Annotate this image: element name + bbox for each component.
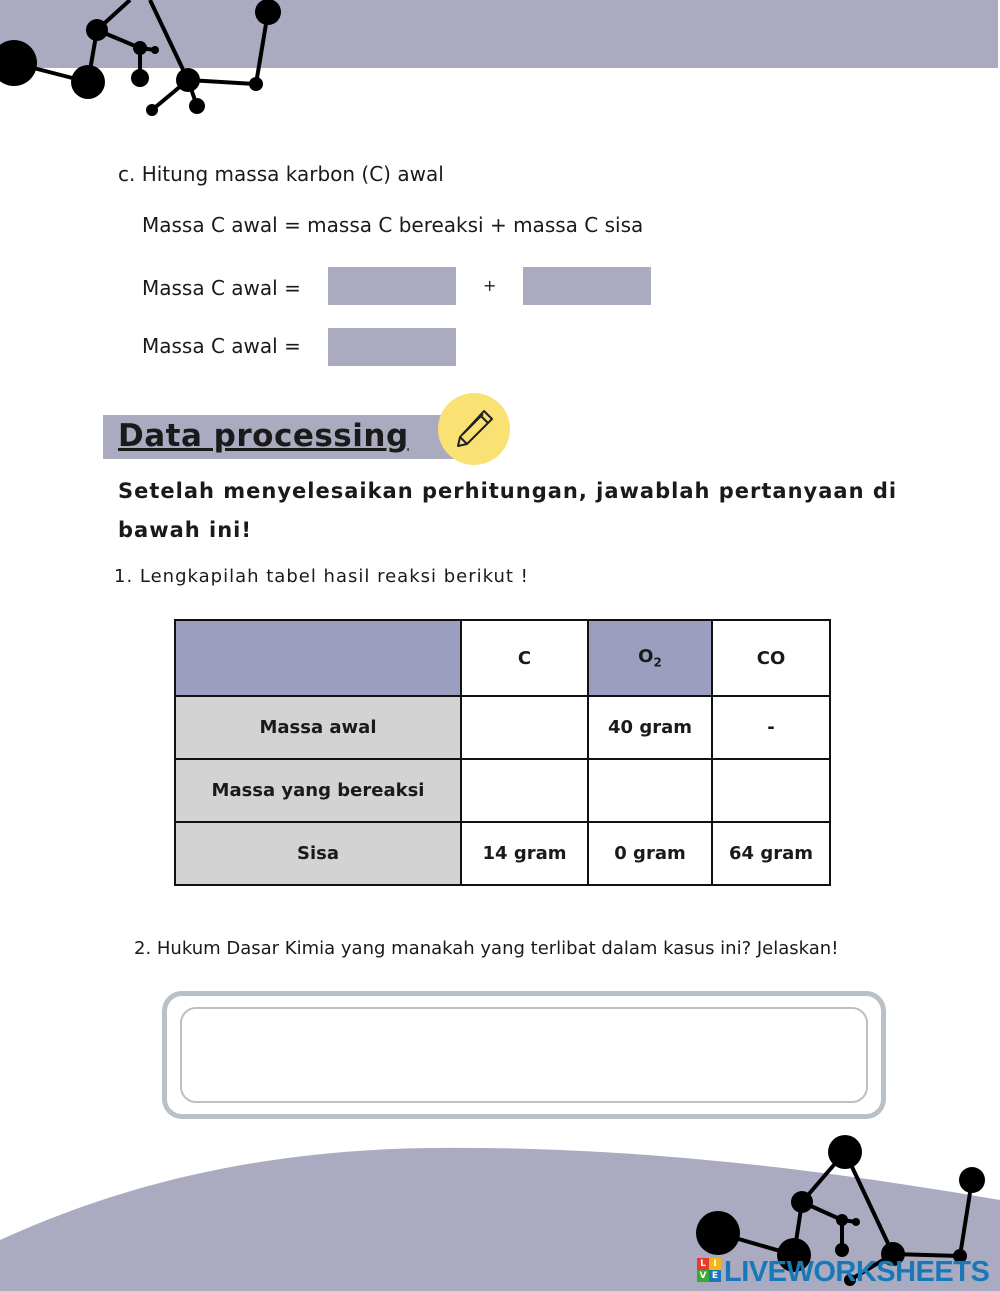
massa-c-awal-input[interactable] bbox=[328, 328, 456, 366]
cell-massa-awal-c[interactable] bbox=[461, 696, 588, 759]
cell-massa-awal-co: - bbox=[712, 696, 830, 759]
row-label-massa-bereaksi: Massa yang bereaksi bbox=[175, 759, 461, 822]
cell-sisa-co: 64 gram bbox=[712, 822, 830, 885]
cell-massa-awal-o2: 40 gram bbox=[588, 696, 712, 759]
table-row bbox=[175, 822, 830, 885]
cell-bereaksi-c[interactable] bbox=[461, 759, 588, 822]
plus-sign: + bbox=[483, 276, 497, 295]
massa-c-bereaksi-input[interactable] bbox=[328, 267, 456, 305]
cell-bereaksi-o2[interactable] bbox=[588, 759, 712, 822]
cell-sisa-c: 14 gram bbox=[461, 822, 588, 885]
row-label-sisa: Sisa bbox=[175, 822, 461, 885]
section-title: Data processing bbox=[118, 418, 409, 454]
massa-c-awal-label-1: Massa C awal = bbox=[142, 276, 301, 300]
question-2-text: 2. Hukum Dasar Kimia yang manakah yang terlibat dalam kasus ini? Jelaskan! bbox=[134, 938, 839, 959]
formula-text: Massa C awal = massa C bereaksi + massa C sisa bbox=[142, 213, 644, 237]
pencil-icon bbox=[450, 405, 498, 453]
row-label-massa-awal: Massa awal bbox=[175, 696, 461, 759]
pencil-badge bbox=[438, 393, 510, 465]
reaction-results-table bbox=[174, 619, 831, 886]
question-1-text: 1. Lengkapilah tabel hasil reaksi berikut ! bbox=[114, 566, 529, 587]
table-header-blank bbox=[175, 620, 461, 696]
table-header-c: C bbox=[461, 620, 588, 696]
massa-c-sisa-input[interactable] bbox=[523, 267, 651, 305]
cell-sisa-o2: 0 gram bbox=[588, 822, 712, 885]
table-row bbox=[175, 696, 830, 759]
molecule-decoration-top bbox=[0, 0, 290, 120]
cell-bereaksi-co[interactable] bbox=[712, 759, 830, 822]
massa-c-awal-label-2: Massa C awal = bbox=[142, 334, 301, 358]
liveworksheets-logo-badge: L I V E bbox=[697, 1258, 721, 1282]
instruction-text: Setelah menyelesaikan perhitungan, jawablah pertanyaan di bawah ini! bbox=[118, 479, 898, 542]
answer-textarea[interactable] bbox=[180, 1007, 868, 1103]
table-header-o2: $O_2$ bbox=[588, 620, 712, 696]
table-row bbox=[175, 759, 830, 822]
liveworksheets-text: LIVEWORKSHEETS bbox=[724, 1256, 990, 1288]
table-header-co: CO bbox=[712, 620, 830, 696]
table-header-row bbox=[175, 620, 830, 696]
section-c-title: c. Hitung massa karbon (C) awal bbox=[118, 162, 444, 186]
